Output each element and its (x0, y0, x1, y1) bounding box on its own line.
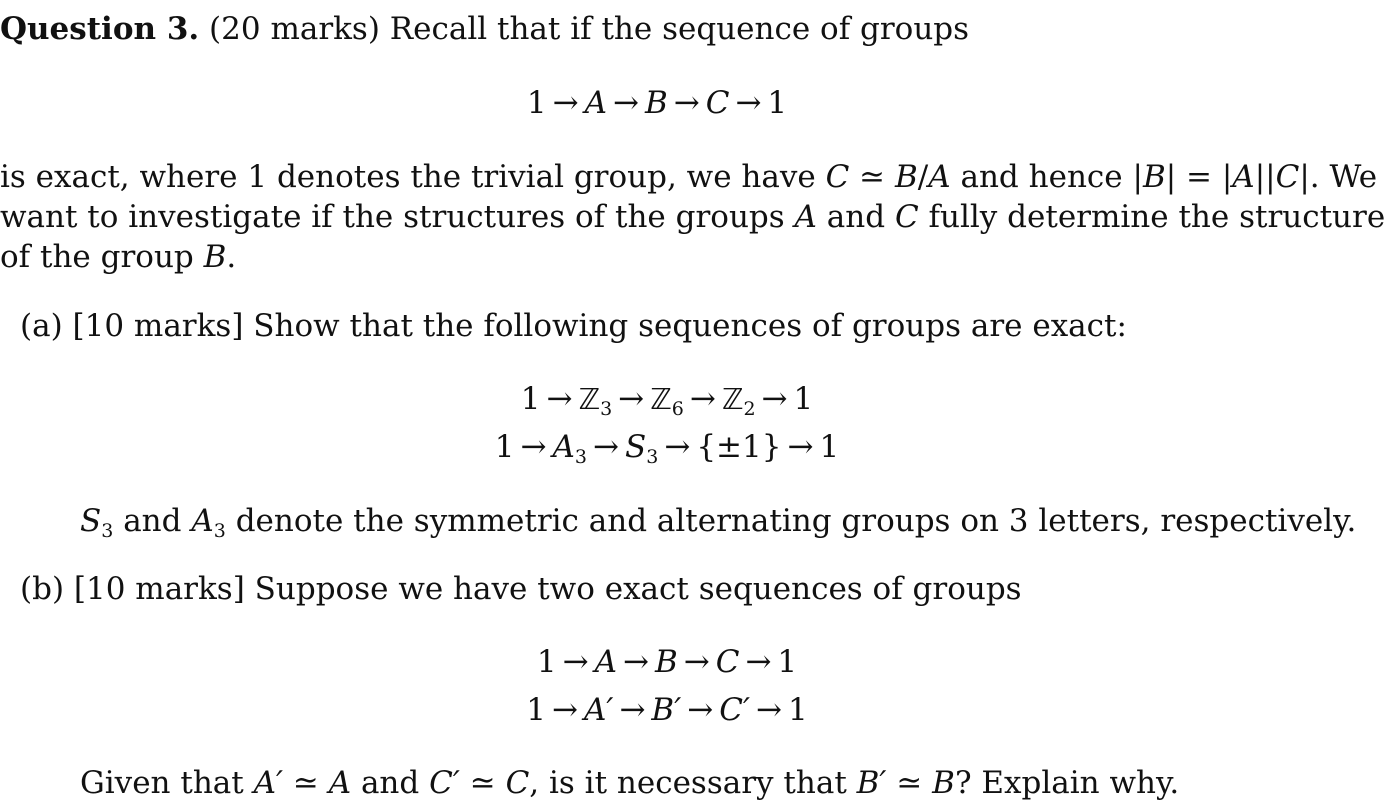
paragraph-line-2 (0, 199, 1385, 235)
paragraph-line-3 (0, 239, 237, 275)
iso-formula: C′ ≃ C (429, 765, 530, 801)
part-b-question (80, 765, 1180, 801)
part-a-marks: [10 marks] (72, 308, 244, 344)
question-marks: (20 marks) (209, 11, 380, 47)
note-text: and (123, 503, 182, 539)
question-text: ? Explain why. (954, 765, 1180, 801)
order-formula: |B| = |A||C| (1132, 159, 1310, 195)
paragraph-text: . (226, 239, 237, 275)
question-intro: Recall that if the sequence of groups (389, 11, 970, 47)
seq-arrow: → (552, 85, 579, 121)
exact-sequence-symmetric: $1 \to A_3 \to S_3 \to \{\pm 1\} \to 1$ (494, 429, 840, 468)
paragraph-text: of the group (0, 239, 194, 275)
math-var: C (894, 199, 919, 235)
part-a-note (80, 503, 1357, 542)
exact-sequence-cyclic: 1 → ℤ$_3$ → ℤ$_6$ → ℤ$_2$ → 1 (520, 381, 814, 420)
math-var: B (203, 239, 227, 275)
iso-formula: A′ ≃ A (253, 765, 352, 801)
paragraph-text: is exact, where 1 denotes the trivial group, we have (0, 159, 816, 195)
paragraph-text: fully determine the structure (928, 199, 1385, 235)
question-title: Question 3. (0, 11, 200, 47)
exact-sequence-unprimed: 1 → A → B → C → 1 (536, 644, 798, 680)
iso-formula: C ≃ B/A (825, 159, 951, 195)
question-text: Given that (80, 765, 244, 801)
seq-term: A (584, 85, 607, 121)
note-text: denote the symmetric and alternating groups on 3 letters, respectively. (235, 503, 1357, 539)
seq-term: C (705, 85, 730, 121)
part-a-label: (a) (20, 308, 63, 344)
part-b-label: (b) (20, 571, 65, 607)
exact-sequence-general (0, 85, 1314, 121)
seq-term: 1 (526, 85, 547, 121)
part-b-heading (20, 571, 1022, 607)
paragraph-text: . We (1309, 159, 1378, 195)
question-heading-line (0, 11, 970, 47)
paragraph-line-1 (0, 159, 1378, 195)
seq-term: 1 (767, 85, 788, 121)
math-var: $S_3$ (80, 503, 114, 542)
part-b-text: Suppose we have two exact sequences of groups (254, 571, 1022, 607)
math-var: $A_3$ (191, 503, 226, 542)
seq-term: B (644, 85, 668, 121)
seq-arrow: → (612, 85, 639, 121)
paragraph-text: and (826, 199, 886, 235)
question-text: and (360, 765, 420, 801)
iso-formula: B′ ≃ B (856, 765, 955, 801)
part-a-text: Show that the following sequences of groups are exact: (253, 308, 1127, 344)
part-a-heading (20, 308, 1127, 344)
seq-arrow: → (673, 85, 700, 121)
part-b-marks: [10 marks] (73, 571, 245, 607)
paragraph-text: and hence (960, 159, 1123, 195)
exact-sequence-primed: 1 → A′ → B′ → C′ → 1 (526, 692, 808, 728)
seq-arrow: → (735, 85, 762, 121)
question-text: , is it necessary that (529, 765, 847, 801)
paragraph-text: want to investigate if the structures of the groups (0, 199, 785, 235)
math-var: A (794, 199, 817, 235)
